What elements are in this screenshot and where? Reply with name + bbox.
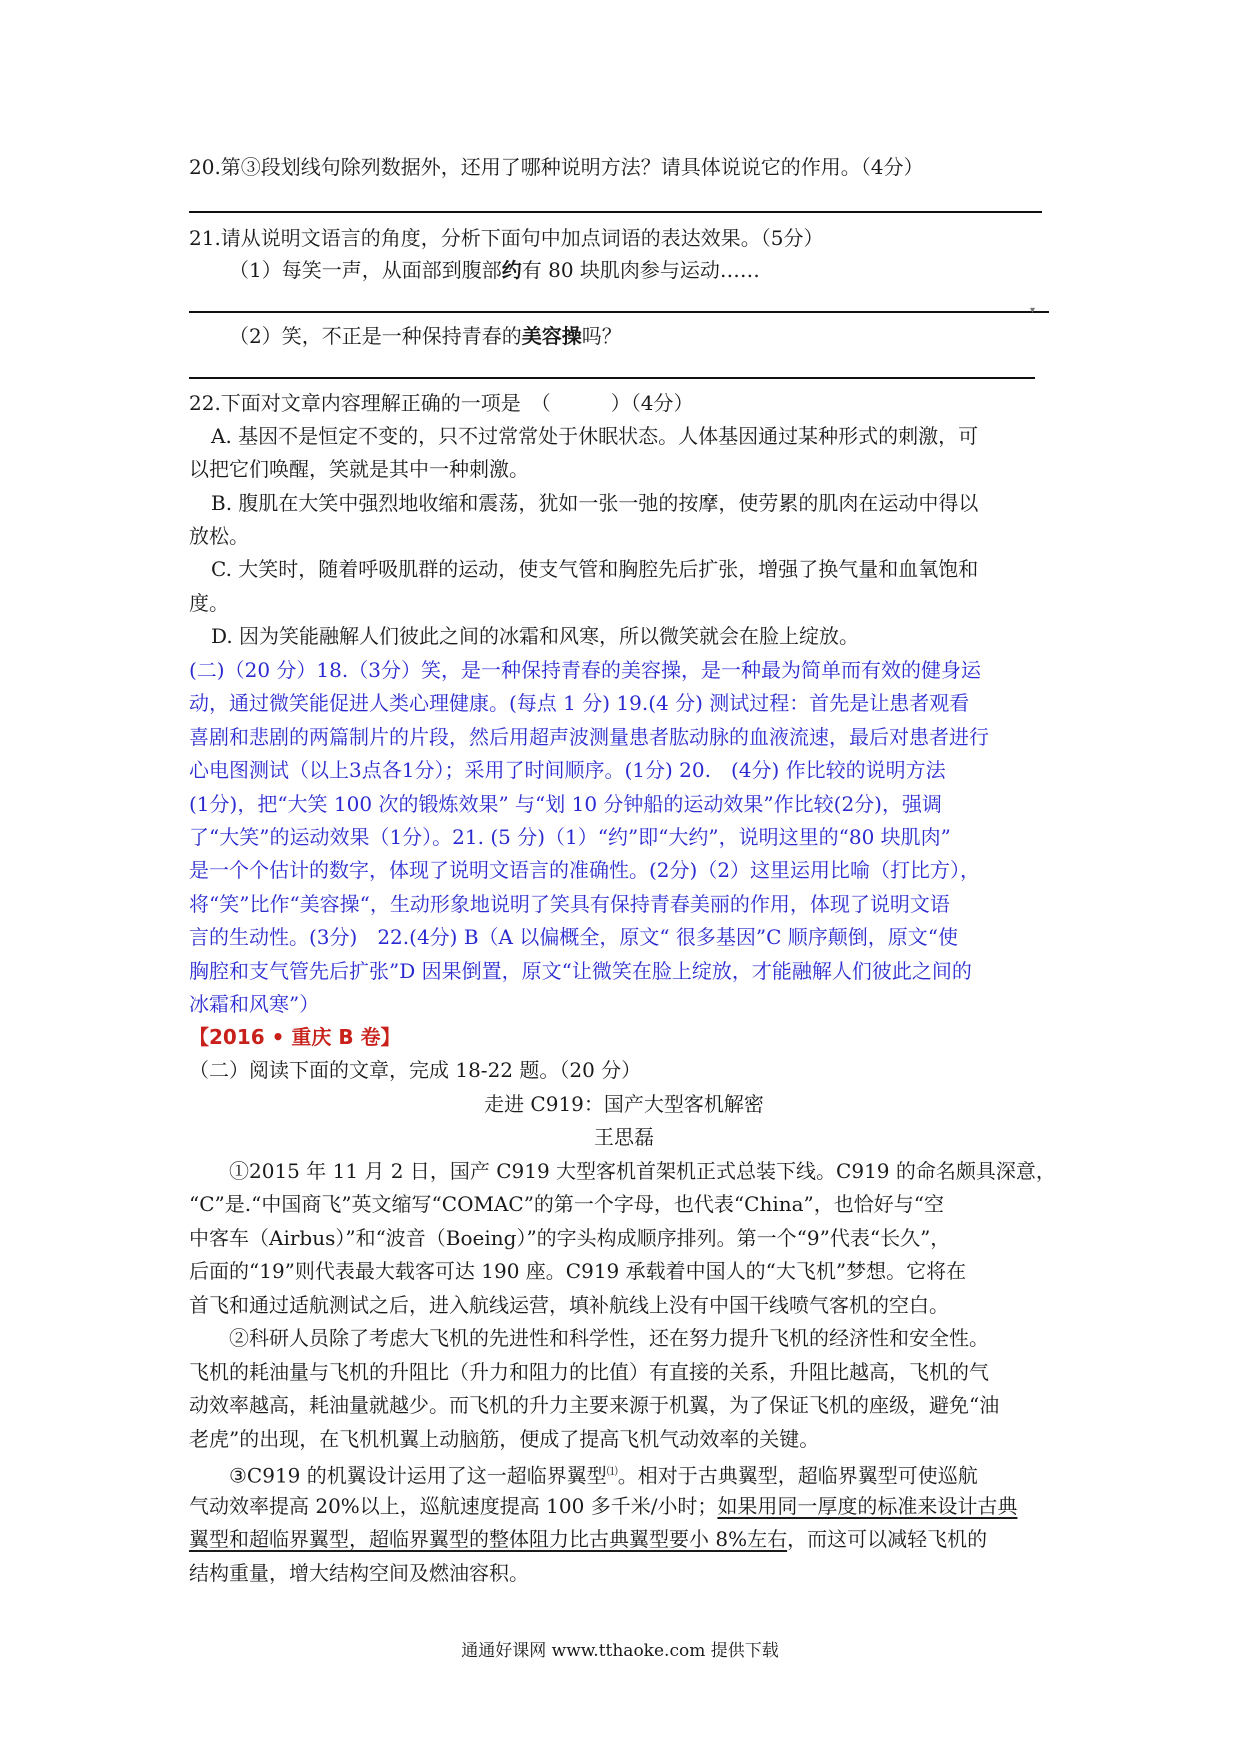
question-20: 20.第③段划线句除列数据外，还用了哪种说明方法？请具体说说它的作用。（4分） — [189, 155, 924, 179]
section-instruction: （二）阅读下面的文章，完成 18-22 题。（20 分） — [189, 1058, 642, 1082]
paragraph-3-line-1 — [229, 1458, 978, 1490]
paragraph-2-line: 飞机的耗油量与飞机的升阻比（升力和阻力的比值）有直接的关系，升阻比越高，飞机的气 — [189, 1360, 989, 1384]
article-author: 王思磊 — [594, 1125, 654, 1149]
page-footer: 通通好课网 www.tthaoke.com 提供下载 — [461, 1641, 779, 1661]
paragraph-1-line: ①2015 年 11 月 2 日，国产 C919 大型客机首架机正式总装下线。C919 的命名颇具深意， — [229, 1159, 1056, 1183]
paragraph-1-line: 首飞和通过适航测试之后，进入航线运营，填补航线上没有中国干线喷气客机的空白。 — [189, 1293, 949, 1317]
q21-item1-pre: （1）每笑一声，从面部到腹部 — [229, 258, 502, 282]
q21-item1-post: 有 80 块肌肉参与运动…… — [521, 258, 760, 282]
article-title: 走进 C919：国产大型客机解密 — [484, 1092, 764, 1116]
answer-key-line: 冰霜和风寒”） — [189, 992, 320, 1016]
answer-key-line: 言的生动性。(3分) 22.(4分) B（A 以偏概全，原文“ 很多基因”C 顺序颠倒，原文“使 — [189, 925, 959, 949]
paragraph-2-line: ②科研人员除了考虑大飞机的先进性和科学性，还在努力提升飞机的经济性和安全性。 — [229, 1326, 989, 1350]
answer-key-line: 是一个个估计的数字，体现了说明文语言的准确性。(2分)（2）这里运用比喻（打比方）， — [189, 858, 981, 882]
paragraph-2-line: 老虎”的出现，在飞机机翼上动脑筋，便成了提高飞机气动效率的关键。 — [189, 1427, 820, 1451]
answer-key-line: (1分)，把“大笑 100 次的锻炼效果” 与“划 10 分钟船的运动效果”作比较(2分)，强调 — [189, 792, 942, 816]
scan-mark: ▾ — [1030, 305, 1036, 316]
section-title: 【2016 • 重庆 B 卷】 — [189, 1025, 401, 1049]
paragraph-2-line: 动效率越高，耗油量就越少。而飞机的升力主要来源于机翼，为了保证飞机的座级，避免“油 — [189, 1393, 1000, 1417]
content-column — [189, 0, 1059, 1754]
option-b-line-2: 放松。 — [189, 524, 249, 548]
question-21-item-2 — [229, 322, 622, 350]
answer-key-line: (二)（20 分）18.（3分）笑，是一种保持青春的美容操，是一种最为简单而有效的健身运 — [189, 658, 981, 682]
question-21-item-1 — [229, 256, 760, 284]
answer-key-line: 将“笑”比作“美容操“，生动形象地说明了笑具有保持青春美丽的作用，体现了说明文语 — [189, 892, 950, 916]
answer-key-line: 胸腔和支气管先后扩张”D 因果倒置，原文“让微笑在脸上绽放，才能融解人们彼此之间的 — [189, 959, 972, 983]
paragraph-1-line: 中客车（Airbus）”和“波音（Boeing）”的字头构成顺序排列。第一个“9”代表“长久”， — [189, 1226, 951, 1250]
paragraph-3-line-4: 结构重量，增大结构空间及燃油容积。 — [189, 1561, 529, 1585]
answer-key-line: 心电图测试（以上3点各1分）；采用了时间顺序。(1分) 20. (4分) 作比较的说明方法 — [189, 758, 946, 782]
answer-key-line: 了“大笑”的运动效果（1分）。21. (5 分)（1）“约”即“大约”，说明这里的“80 块肌肉” — [189, 825, 951, 849]
footnote-marker: ⑴ — [606, 1465, 618, 1478]
q21-item1-key: 约 — [501, 258, 522, 282]
q21-item2-key: 美容操 — [521, 324, 582, 348]
q21-item2-pre: （2）笑，不正是一种保持青春的 — [229, 324, 522, 348]
answer-key-line: 喜剧和悲剧的两篇制片的片段，然后用超声波测量患者肱动脉的血液流速，最后对患者进行 — [189, 725, 989, 749]
answer-line — [189, 311, 1049, 313]
paragraph-3-line-3 — [189, 1525, 987, 1553]
paragraph-1-line: 后面的“19”则代表最大载客可达 190 座。C919 承载着中国人的“大飞机”梦想。它将在 — [189, 1259, 967, 1283]
option-a-line-2: 以把它们唤醒，笑就是其中一种刺激。 — [189, 457, 529, 481]
answer-line — [189, 377, 1035, 379]
question-21-stem: 21.请从说明文语言的角度，分析下面句中加点词语的表达效果。（5分） — [189, 226, 824, 250]
p3-l3-post: ，而这可以减轻飞机的 — [787, 1527, 988, 1551]
answer-key-line: 动，通过微笑能促进人类心理健康。(每点 1 分) 19.(4 分) 测试过程：首先是让患者观看 — [189, 691, 970, 715]
paragraph-3-line-2 — [189, 1492, 1017, 1520]
p3-l2-pre: 气动效率提高 20%以上，巡航速度提高 100 多千米/小时； — [189, 1494, 718, 1518]
p3-l1-pre: ③C919 的机翼设计运用了这一超临界翼型 — [229, 1463, 607, 1488]
answer-line — [189, 211, 1042, 213]
option-c-line-1: C. 大笑时，随着呼吸肌群的运动，使支气管和胸腔先后扩张，增强了换气量和血氧饱和 — [211, 557, 979, 581]
option-a-line-1: A. 基因不是恒定不变的，只不过常常处于休眠状态。人体基因通过某种形式的刺激，可 — [211, 424, 979, 448]
option-d-line-1: D. 因为笑能融解人们彼此之间的冰霜和风寒，所以微笑就会在脸上绽放。 — [211, 624, 860, 648]
underlined-sentence: 翼型和超临界翼型，超临界翼型的整体阻力比古典翼型要小 8%左右 — [189, 1527, 788, 1551]
paragraph-1-line: “C”是.“中国商飞”英文缩写“COMAC”的第一个字母，也代表“China”，也恰好与“空 — [189, 1192, 944, 1216]
p3-l1-post: 。相对于古典翼型，超临界翼型可使巡航 — [617, 1463, 978, 1488]
option-c-line-2: 度。 — [189, 591, 229, 615]
underlined-sentence: 如果用同一厚度的标准来设计古典 — [717, 1494, 1018, 1518]
option-b-line-1: B. 腹肌在大笑中强烈地收缩和震荡，犹如一张一弛的按摩，使劳累的肌肉在运动中得以 — [211, 491, 979, 515]
q21-item2-post: 吗？ — [581, 324, 622, 348]
question-22-stem: 22.下面对文章内容理解正确的一项是 （ ）（4分） — [189, 391, 694, 415]
